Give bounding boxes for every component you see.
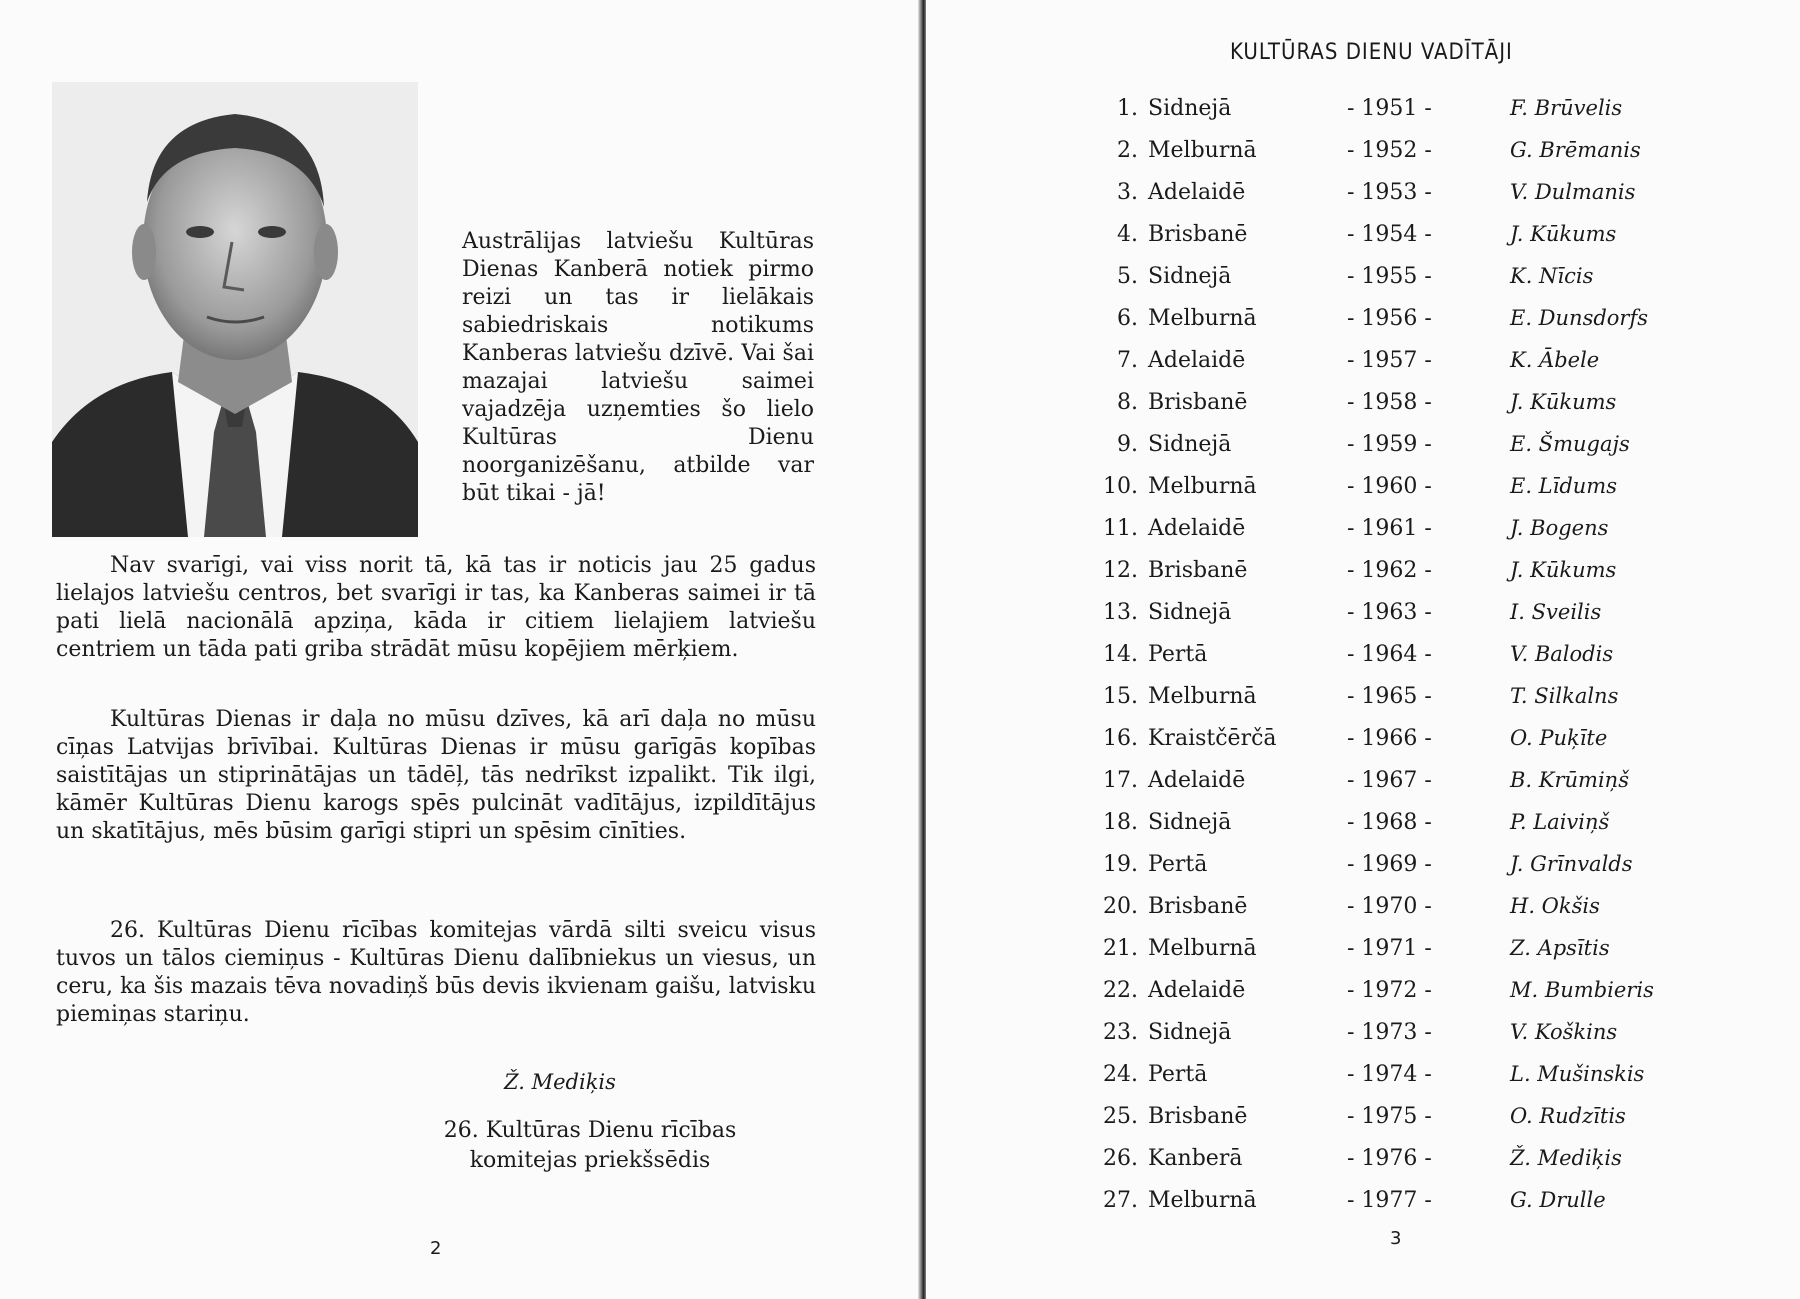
row-number: 23. — [1103, 1020, 1138, 1045]
row-city: Adelaidē — [1148, 180, 1246, 205]
row-number: 6. — [1117, 306, 1138, 331]
row-year: - 1972 - — [1347, 978, 1432, 1003]
row-city: Kanberā — [1148, 1146, 1243, 1171]
row-city: Melburnā — [1148, 138, 1257, 163]
list-heading: KULTŪRAS DIENU VADĪTĀJI — [1230, 40, 1513, 65]
row-leader-name: T. Silkalns — [1510, 684, 1619, 708]
leader-row — [1090, 264, 1790, 306]
row-year: - 1965 - — [1347, 684, 1432, 709]
row-city: Adelaidē — [1148, 516, 1246, 541]
intro-paragraph: Austrālijas latviešu Kultūras Dienas Kanberā notiek pirmo reizi un tas ir lielākais sabiedriskais notikums Kanberas latviešu dzīvē. Vai šai mazajai latviešu saimei vajadzēja uzņemties šo lielo Kultūras Dienu noorganizēšanu, atbilde var būt tikai - jā! — [462, 229, 814, 506]
row-leader-name: E. Līdums — [1510, 474, 1617, 498]
row-leader-name: B. Krūmiņš — [1510, 768, 1629, 792]
row-city: Melburnā — [1148, 306, 1257, 331]
signature-role-line-1: 26. Kultūras Dienu rīcības — [443, 1118, 737, 1143]
row-year: - 1968 - — [1347, 810, 1432, 835]
row-year: - 1969 - — [1347, 852, 1432, 877]
row-year: - 1958 - — [1347, 390, 1432, 415]
leader-row — [1090, 1104, 1790, 1146]
row-year: - 1970 - — [1347, 894, 1432, 919]
row-leader-name: H. Okšis — [1510, 894, 1600, 918]
row-year: - 1975 - — [1347, 1104, 1432, 1129]
leader-row — [1090, 684, 1790, 726]
row-leader-name: Z. Apsītis — [1510, 936, 1610, 960]
leader-row — [1090, 1188, 1790, 1230]
row-year: - 1960 - — [1347, 474, 1432, 499]
row-year: - 1971 - — [1347, 936, 1432, 961]
row-number: 18. — [1103, 810, 1138, 835]
leader-row — [1090, 978, 1790, 1020]
leader-row — [1090, 1062, 1790, 1104]
row-year: - 1976 - — [1347, 1146, 1432, 1171]
row-leader-name: L. Mušinskis — [1510, 1062, 1645, 1086]
row-leader-name: J. Kūkums — [1510, 558, 1617, 582]
row-number: 22. — [1103, 978, 1138, 1003]
leader-row — [1090, 810, 1790, 852]
row-year: - 1963 - — [1347, 600, 1432, 625]
row-city: Sidnejā — [1148, 264, 1232, 289]
row-year: - 1962 - — [1347, 558, 1432, 583]
row-number: 13. — [1103, 600, 1138, 625]
row-leader-name: I. Sveilis — [1510, 600, 1602, 624]
row-city: Brisbanē — [1148, 1104, 1248, 1129]
row-city: Pertā — [1148, 642, 1208, 667]
row-number: 8. — [1117, 390, 1138, 415]
row-leader-name: V. Dulmanis — [1510, 180, 1636, 204]
row-city: Melburnā — [1148, 474, 1257, 499]
row-year: - 1951 - — [1347, 96, 1432, 121]
row-leader-name: V. Balodis — [1510, 642, 1614, 666]
row-year: - 1961 - — [1347, 516, 1432, 541]
leader-row — [1090, 96, 1790, 138]
page-number-left: 2 — [430, 1238, 442, 1259]
row-number: 21. — [1103, 936, 1138, 961]
body-paragraph-2: Kultūras Dienas ir daļa no mūsu dzīves, kā arī daļa no mūsu cīņas Latvijas brīvībai. Kultūras Dienas ir mūsu garīgās kopības saistītājas un stiprinātājas un tādēļ, tās nedrīkst izpalikt. Tik ilgi, kāmēr Kultūras Dienu karogs spēs pulcināt vadītājus, izpildītājus un skatītājus, mēs būsim garīgi stipri un spēsim cīnīties. — [56, 707, 816, 844]
row-city: Brisbanē — [1148, 558, 1248, 583]
leader-row — [1090, 852, 1790, 894]
row-leader-name: F. Brūvelis — [1510, 96, 1623, 120]
row-number: 12. — [1103, 558, 1138, 583]
row-number: 3. — [1117, 180, 1138, 205]
leader-row — [1090, 1146, 1790, 1188]
row-number: 9. — [1117, 432, 1138, 457]
row-year: - 1966 - — [1347, 726, 1432, 751]
signature-role-line-2: komitejas priekšsēdis — [469, 1148, 711, 1173]
portrait-photo — [52, 82, 418, 537]
row-year: - 1956 - — [1347, 306, 1432, 331]
row-number: 24. — [1103, 1062, 1138, 1087]
row-number: 16. — [1103, 726, 1138, 751]
row-city: Melburnā — [1148, 684, 1257, 709]
row-leader-name: O. Puķīte — [1510, 726, 1608, 750]
leader-row — [1090, 306, 1790, 348]
leader-row — [1090, 432, 1790, 474]
page-number-right: 3 — [1390, 1228, 1402, 1249]
row-city: Kraistčērčā — [1148, 726, 1277, 751]
row-city: Pertā — [1148, 852, 1208, 877]
leader-row — [1090, 390, 1790, 432]
row-number: 7. — [1117, 348, 1138, 373]
row-city: Sidnejā — [1148, 600, 1232, 625]
row-year: - 1952 - — [1347, 138, 1432, 163]
row-leader-name: J. Kūkums — [1510, 390, 1617, 414]
leader-row — [1090, 516, 1790, 558]
row-number: 20. — [1103, 894, 1138, 919]
row-leader-name: E. Dunsdorfs — [1510, 306, 1649, 330]
row-leader-name: K. Ābele — [1510, 348, 1600, 372]
row-leader-name: J. Bogens — [1510, 516, 1609, 540]
signature-name: Ž. Mediķis — [504, 1070, 616, 1094]
row-year: - 1957 - — [1347, 348, 1432, 373]
row-city: Sidnejā — [1148, 810, 1232, 835]
row-leader-name: V. Koškins — [1510, 1020, 1618, 1044]
body-paragraph-3: 26. Kultūras Dienu rīcības komitejas vārdā silti sveicu visus tuvos un tālos ciemiņus - Kultūras Dienu dalībniekus un viesus, un ceru, ka šis mazais tēva novadiņš būs devis ikvienam gaišu, latvisku piemiņas stariņu. — [56, 918, 816, 1027]
row-year: - 1977 - — [1347, 1188, 1432, 1213]
row-city: Sidnejā — [1148, 1020, 1232, 1045]
leader-row — [1090, 348, 1790, 390]
body-paragraph-1: Nav svarīgi, vai viss norit tā, kā tas ir noticis jau 25 gadus lielajos latviešu centros, bet svarīgi ir tas, ka Kanberas saimei ir tā pati lielā nacionālā apziņa, kāda ir citiem lielajiem latviešu centriem un tāda pati griba strādāt mūsu kopējiem mērķiem. — [56, 553, 816, 662]
signature-role — [380, 1116, 800, 1176]
row-leader-name: G. Brēmanis — [1510, 138, 1641, 162]
row-number: 1. — [1117, 96, 1138, 121]
leader-row — [1090, 600, 1790, 642]
row-leader-name: E. Šmugajs — [1510, 432, 1630, 456]
leaders-list — [1090, 96, 1790, 1230]
row-city: Brisbanē — [1148, 222, 1248, 247]
row-city: Adelaidē — [1148, 768, 1246, 793]
leader-row — [1090, 558, 1790, 600]
row-year: - 1954 - — [1347, 222, 1432, 247]
leader-row — [1090, 222, 1790, 264]
row-city: Brisbanē — [1148, 390, 1248, 415]
row-leader-name: K. Nīcis — [1510, 264, 1594, 288]
row-leader-name: G. Drulle — [1510, 1188, 1606, 1212]
row-number: 4. — [1117, 222, 1138, 247]
leader-row — [1090, 474, 1790, 516]
row-year: - 1953 - — [1347, 180, 1432, 205]
leader-row — [1090, 894, 1790, 936]
row-year: - 1967 - — [1347, 768, 1432, 793]
row-city: Sidnejā — [1148, 432, 1232, 457]
row-number: 10. — [1103, 474, 1138, 499]
row-year: - 1964 - — [1347, 642, 1432, 667]
row-city: Sidnejā — [1148, 96, 1232, 121]
row-leader-name: J. Kūkums — [1510, 222, 1617, 246]
leader-row — [1090, 768, 1790, 810]
row-leader-name: P. Laiviņš — [1510, 810, 1610, 834]
row-city: Pertā — [1148, 1062, 1208, 1087]
row-year: - 1973 - — [1347, 1020, 1432, 1045]
leader-row — [1090, 936, 1790, 978]
row-number: 27. — [1103, 1188, 1138, 1213]
row-number: 15. — [1103, 684, 1138, 709]
portrait-image — [52, 82, 418, 537]
leader-row — [1090, 1020, 1790, 1062]
row-number: 11. — [1103, 516, 1138, 541]
row-year: - 1959 - — [1347, 432, 1432, 457]
row-leader-name: O. Rudzītis — [1510, 1104, 1626, 1128]
row-number: 19. — [1103, 852, 1138, 877]
leader-row — [1090, 180, 1790, 222]
row-city: Melburnā — [1148, 936, 1257, 961]
row-number: 25. — [1103, 1104, 1138, 1129]
row-city: Melburnā — [1148, 1188, 1257, 1213]
row-city: Adelaidē — [1148, 348, 1246, 373]
row-year: - 1955 - — [1347, 264, 1432, 289]
row-year: - 1974 - — [1347, 1062, 1432, 1087]
row-leader-name: Ž. Mediķis — [1510, 1146, 1622, 1170]
row-city: Adelaidē — [1148, 978, 1246, 1003]
row-city: Brisbanē — [1148, 894, 1248, 919]
leader-row — [1090, 726, 1790, 768]
row-number: 14. — [1103, 642, 1138, 667]
leader-row — [1090, 642, 1790, 684]
row-number: 2. — [1117, 138, 1138, 163]
row-number: 5. — [1117, 264, 1138, 289]
leader-row — [1090, 138, 1790, 180]
row-leader-name: J. Grīnvalds — [1510, 852, 1633, 876]
row-leader-name: M. Bumbieris — [1510, 978, 1654, 1002]
row-number: 17. — [1103, 768, 1138, 793]
row-number: 26. — [1103, 1146, 1138, 1171]
